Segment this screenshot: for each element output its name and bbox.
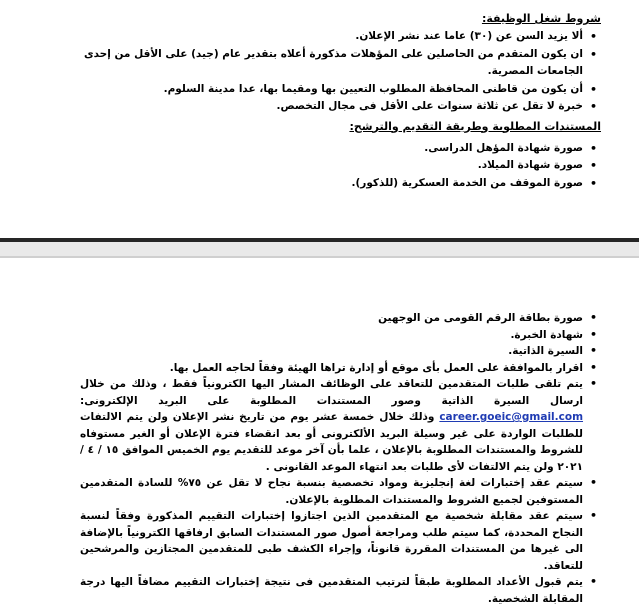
- document-page-1: [0, 0, 639, 238]
- documents-list: [40, 140, 601, 193]
- list-item: • يتم قبول الأعداد المطلوبة طبقاً لترتيب المتقدمين فى نتيجة إختبارات التقييم مضافاً اليها درجة المقابلة الشخصية.: [80, 574, 583, 607]
- application-email-link[interactable]: career.goeic@gmail.com: [439, 411, 584, 423]
- list-item: • صورة بطاقة الرقم القومى من الوجهين: [80, 310, 583, 327]
- list-item: • اقرار بالموافقة على العمل بأى موقع أو إدارة تراها الهيئة وفقاً لحاجه العمل بها.: [80, 360, 583, 377]
- list-item: • ان يكون المتقدم من الحاصلين على المؤهلات مذكورة أعلاه بتقدير عام (جيد) على الأقل من إحدى الجامعات المصرية.: [40, 46, 583, 81]
- job-conditions-heading: شروط شغل الوظيفة:: [481, 12, 601, 25]
- application-text-part1: يتم تلقى طلبات المتقدمين للتعاقد على الوظائف المشار اليها الكترونياً فقط ، وذلك من خلال ارسال السيرة الذاتية وصور المستندات المطلوبة على البريد الإلكترونى:: [80, 378, 583, 407]
- list-item: • أن يكون من قاطنى المحافظة المطلوب التعيين بها ومقيما بها، عدا مدينة السلوم.: [40, 81, 583, 99]
- document-page-2: [0, 258, 639, 605]
- list-item: • شهادة الخبرة.: [80, 327, 583, 344]
- page-2-content: [80, 310, 601, 607]
- application-text-part2: وذلك خلال خمسة عشر يوم من تاريخ نشر الإعلان ولن يتم الالتفات للطلبات الواردة على غير وسيلة البريد الألكترونى أو بعد انقضاء فترة الإعلان أو الغير مستوفاه للشروط والمستندات المطلوبة بالإعلان ، علما بأن آخر موعد للتقديم يوم الخميس الموافق ١٥ / ٤ / ٢٠٢١ ولن يتم الالتفات لأى طلبات بعد انتهاء الموعد القانونى .: [80, 411, 583, 473]
- documents-heading: المستندات المطلوبة وطريقة التقديم والترشح:: [349, 119, 601, 133]
- list-item: • صورة الموقف من الخدمة العسكرية (للذكور).: [40, 175, 583, 193]
- list-item: • صورة شهادة الميلاد.: [40, 157, 583, 175]
- documents-list-continued: [80, 310, 601, 607]
- list-item: • سيتم عقد مقابلة شخصية مع المتقدمين الذين اجتازوا إختبارات التقييم المذكورة وفقاً لنسبة النجاح المحددة، كما سيتم طلب ومراجعة أصول صور المستندات السابق ارفاقها الكترونياً بالإضافة الى غيرها من المستندات المقررة قانوناً، وإجراء الكشف طبى للمتقدمين المجتازين والمرشحين للتعاقد.: [80, 508, 583, 574]
- page-separator: [0, 238, 639, 258]
- list-item: • صورة شهادة المؤهل الدراسى.: [40, 140, 583, 158]
- list-item: • سيتم عقد إختبارات لغة إنجليزية ومواد تخصصية بنسبة نجاح لا تقل عن ٧٥% للسادة المتقدمين المستوفين لجميع الشروط والمستندات المطلوبة بالإعلان.: [80, 475, 583, 508]
- list-item: • السيرة الذاتية.: [80, 343, 583, 360]
- job-conditions-list: [40, 28, 601, 116]
- list-item: • ألا يزيد السن عن (٣٠) عاما عند نشر الإعلان.: [40, 28, 583, 46]
- list-item: • خبرة لا تقل عن ثلاثة سنوات على الأقل فى مجال التخصص.: [40, 98, 583, 116]
- application-method-item: [80, 376, 583, 475]
- page-1-content: [40, 10, 601, 192]
